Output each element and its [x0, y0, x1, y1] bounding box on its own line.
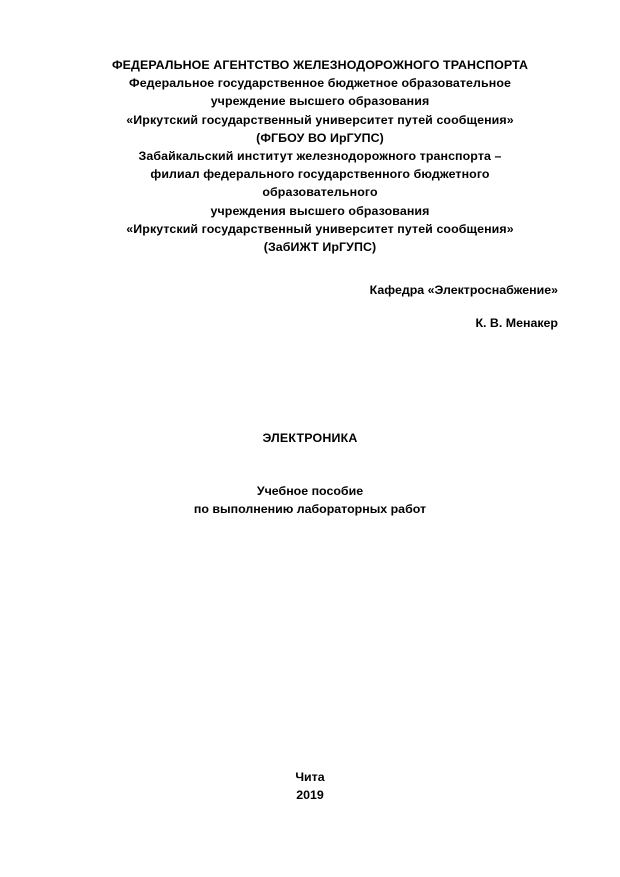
header-line: «Иркутский государственный университет путей сообщения» — [126, 112, 514, 127]
header-line: «Иркутский государственный университет путей сообщения» — [126, 221, 514, 236]
subtitle-line: по выполнению лабораторных работ — [193, 502, 427, 516]
publication-footer — [0, 768, 620, 804]
department-name: Кафедра «Электроснабжение» — [369, 283, 558, 297]
institution-header — [60, 56, 580, 256]
header-line: филиал федерального государственного бюджетного — [150, 167, 490, 182]
publication-city: Чита — [295, 770, 325, 784]
publication-year: 2019 — [296, 788, 324, 802]
document-title: ЭЛЕКТРОНИКА — [262, 431, 358, 445]
header-line: ФЕДЕРАЛЬНОЕ АГЕНТСТВО ЖЕЛЕЗНОДОРОЖНОГО ТРАНСПОРТА — [111, 58, 529, 72]
header-line: образовательного — [262, 185, 378, 200]
header-line: Забайкальский институт железнодорожного транспорта – — [138, 149, 502, 164]
document-subtitle — [0, 482, 620, 518]
header-line: Федеральное государственное бюджетное образовательное — [129, 76, 511, 91]
header-line: (ЗабИЖТ ИрГУПС) — [263, 240, 377, 255]
author-name: К. В. Менакер — [475, 316, 558, 330]
header-line: (ФГБОУ ВО ИрГУПС) — [256, 130, 384, 145]
subtitle-line: Учебное пособие — [256, 484, 364, 498]
header-line: учреждения высшего образования — [210, 203, 430, 218]
header-line: учреждение высшего образования — [210, 94, 430, 109]
